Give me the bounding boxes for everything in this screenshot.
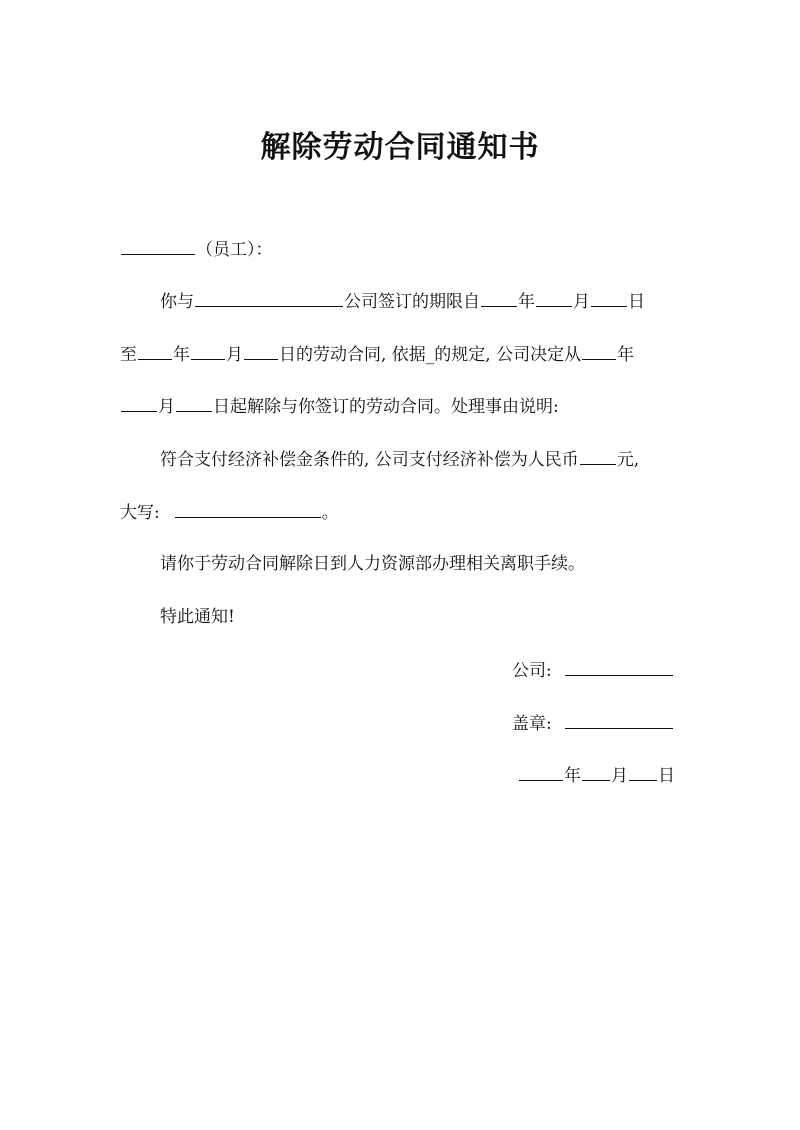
sign-month-label: 月 (611, 766, 628, 786)
paragraph-3 (120, 393, 700, 420)
p2-text-d: 日的劳动合同, 依据_的规定, 公司决定从 (279, 345, 582, 365)
p2-text-c: 月 (226, 345, 243, 365)
company-label: 公司: (512, 661, 552, 681)
p1-text-a: 你与 (160, 292, 194, 312)
paragraph-5 (120, 499, 700, 526)
termination-month-blank[interactable] (121, 393, 157, 412)
sign-day-blank[interactable] (629, 762, 657, 781)
compensation-amount-blank[interactable] (580, 446, 616, 465)
company-signature-line (512, 657, 674, 684)
p1-text-d: 月 (573, 292, 590, 312)
date-line (518, 762, 675, 789)
end-day-blank[interactable] (244, 341, 278, 360)
p1-text-e: 日 (628, 292, 645, 312)
company-name-blank[interactable] (195, 288, 343, 307)
p1-text-c: 年 (518, 292, 535, 312)
paragraph-2 (120, 341, 700, 368)
p1-text-b: 公司签订的期限自 (344, 292, 480, 312)
document-title: 解除劳动合同通知书 (260, 130, 540, 165)
termination-day-blank[interactable] (176, 393, 212, 412)
amount-in-words-blank[interactable] (175, 499, 321, 518)
salutation-suffix: （员工）： (196, 240, 273, 260)
sign-year-label: 年 (564, 766, 581, 786)
p5-text-b: 。 (321, 503, 339, 523)
start-day-blank[interactable] (591, 288, 627, 307)
paragraph-7: 特此通知! (160, 607, 235, 627)
seal-blank[interactable] (565, 710, 673, 729)
sign-year-blank[interactable] (519, 762, 563, 781)
end-month-blank[interactable] (191, 341, 225, 360)
salutation-line (120, 236, 700, 263)
sign-month-blank[interactable] (582, 762, 610, 781)
sign-day-label: 日 (658, 766, 675, 786)
end-year-blank[interactable] (138, 341, 172, 360)
start-year-blank[interactable] (481, 288, 517, 307)
p2-text-a: 至 (120, 345, 137, 365)
p4-text-b: 元, (616, 450, 640, 470)
p3-text-a: 月 (158, 397, 175, 417)
p2-text-b: 年 (173, 345, 190, 365)
termination-year-blank[interactable] (582, 341, 616, 360)
p2-text-e: 年 (617, 345, 635, 365)
start-month-blank[interactable] (536, 288, 572, 307)
paragraph-4 (120, 446, 740, 473)
company-signature-blank[interactable] (565, 657, 673, 676)
paragraph-1 (120, 288, 740, 315)
seal-line (512, 710, 674, 737)
p3-text-b: 日起解除与你签订的劳动合同。处理事由说明: (213, 397, 559, 417)
paragraph-6: 请你于劳动合同解除日到人力资源部办理相关离职手续。 (160, 554, 585, 574)
employee-name-blank[interactable] (121, 236, 195, 255)
p4-text-a: 符合支付经济补偿金条件的, 公司支付经济补偿为人民币 (160, 450, 579, 470)
p5-text-a: 大写: (120, 503, 160, 523)
seal-label: 盖章: (512, 714, 552, 734)
